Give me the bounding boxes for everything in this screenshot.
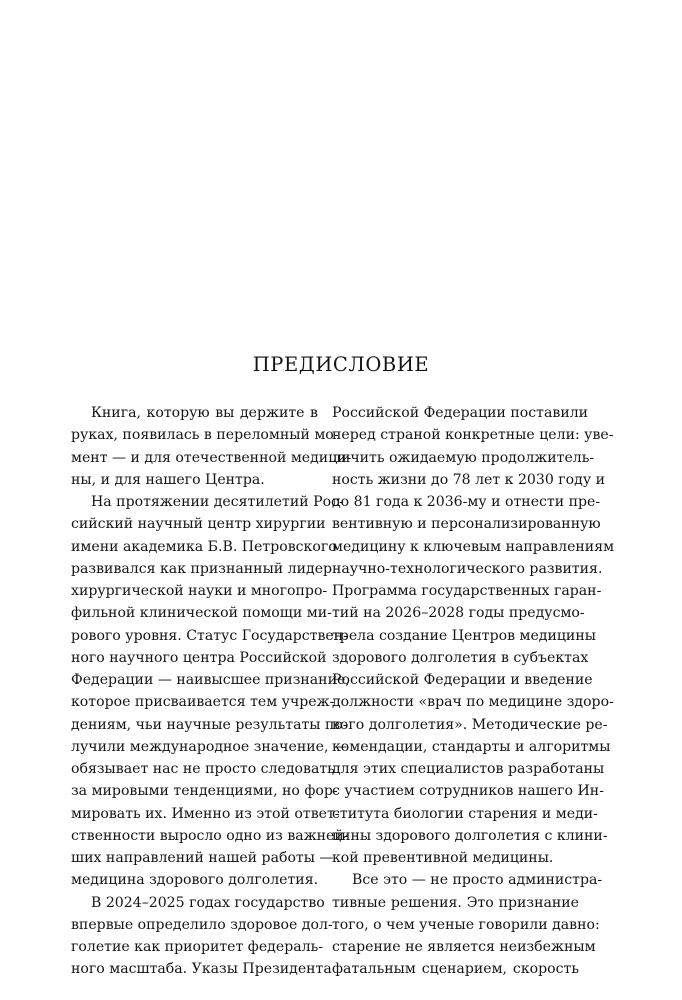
text-line: рового уровня. Статус Государствен- <box>71 627 348 644</box>
text-line: кой превентивной медицины. <box>332 850 554 866</box>
text-line: мировать их. Именно из этой ответ- <box>71 805 340 822</box>
text-line: которое присваивается тем учреж- <box>71 694 335 711</box>
text-line: ного научного центра Российской <box>71 649 327 666</box>
text-line: старение не является неизбежным <box>332 939 596 955</box>
text-line: развивался как признанный лидер <box>71 560 333 577</box>
text-line: ны, и для нашего Центра. <box>71 471 265 488</box>
text-column-left <box>71 402 352 981</box>
text-line: здорового долголетия в субъектах <box>332 649 589 666</box>
text-line: фатальным сценарием, скорость <box>332 961 579 978</box>
text-line: имени академика Б.В. Петровского <box>71 538 337 555</box>
text-line: цины здорового долголетия с клини- <box>332 827 608 844</box>
text-line: тий на 2026–2028 годы предусмо- <box>332 605 585 622</box>
text-line: ших направлений нашей работы — <box>71 850 334 866</box>
text-line: хирургической науки и многопро- <box>71 583 328 599</box>
text-line: дениям, чьи научные результаты по- <box>71 716 348 733</box>
text-line: для этих специалистов разработаны <box>332 761 605 777</box>
text-line: ственности выросло одно из важней- <box>71 827 349 844</box>
text-column-right <box>332 402 615 981</box>
chapter-title: ПРЕДИСЛОВИЕ <box>252 353 430 376</box>
text-line: ность жизни до 78 лет к 2030 году и <box>332 471 606 488</box>
text-line: обязывает нас не просто следовать <box>71 761 335 777</box>
text-line: ного масштаба. Указы Президента <box>71 961 332 978</box>
text-line: мент — и для отечественной медици- <box>71 449 352 466</box>
text-line: медицина здорового долголетия. <box>71 872 319 889</box>
text-line: Книга, которую вы держите в <box>91 405 318 421</box>
text-line: На протяжении десятилетий Рос- <box>91 494 344 510</box>
text-line: того, о чем ученые говорили давно: <box>332 916 600 933</box>
text-line: Российской Федерации поставили <box>332 405 589 421</box>
text-line: личить ожидаемую продолжитель- <box>332 449 595 466</box>
text-line: ститута биологии старения и меди- <box>332 805 598 822</box>
text-line: Федерации — наивысшее признание, <box>71 672 350 688</box>
text-line: должности «врач по медицине здоро- <box>332 694 614 711</box>
text-line: тивные решения. Это признание <box>332 894 579 911</box>
text-line: до 81 года к 2036-му и отнести пре- <box>332 494 601 510</box>
text-line: впервые определило здоровое дол- <box>71 916 333 933</box>
text-line: Программа государственных гаран- <box>332 583 602 599</box>
text-line: лучили международное значение, — <box>71 738 348 755</box>
text-line: руках, появилась в переломный мо- <box>71 427 339 444</box>
text-line: трела создание Центров медицины <box>332 627 596 644</box>
text-line: за мировыми тенденциями, но фор- <box>71 783 338 800</box>
text-line: вентивную и персонализированную <box>332 516 601 533</box>
text-line: Все это — не просто администра- <box>352 872 603 889</box>
text-line: Российской Федерации и введение <box>332 672 593 688</box>
text-line: фильной клинической помощи ми- <box>71 605 332 622</box>
text-line: сийский научный центр хирургии <box>71 516 326 533</box>
text-line: научно-технологического развития. <box>332 560 603 577</box>
text-line: медицину к ключевым направлениям <box>332 538 615 555</box>
text-line: с участием сотрудников нашего Ин- <box>332 783 604 800</box>
text-line: перед страной конкретные цели: уве- <box>332 427 614 444</box>
text-line: голетие как приоритет федераль- <box>71 939 324 955</box>
text-line: вого долголетия». Методические ре- <box>332 716 608 733</box>
text-line: комендации, стандарты и алгоритмы <box>332 738 611 755</box>
text-line: В 2024–2025 годах государство <box>91 894 325 911</box>
